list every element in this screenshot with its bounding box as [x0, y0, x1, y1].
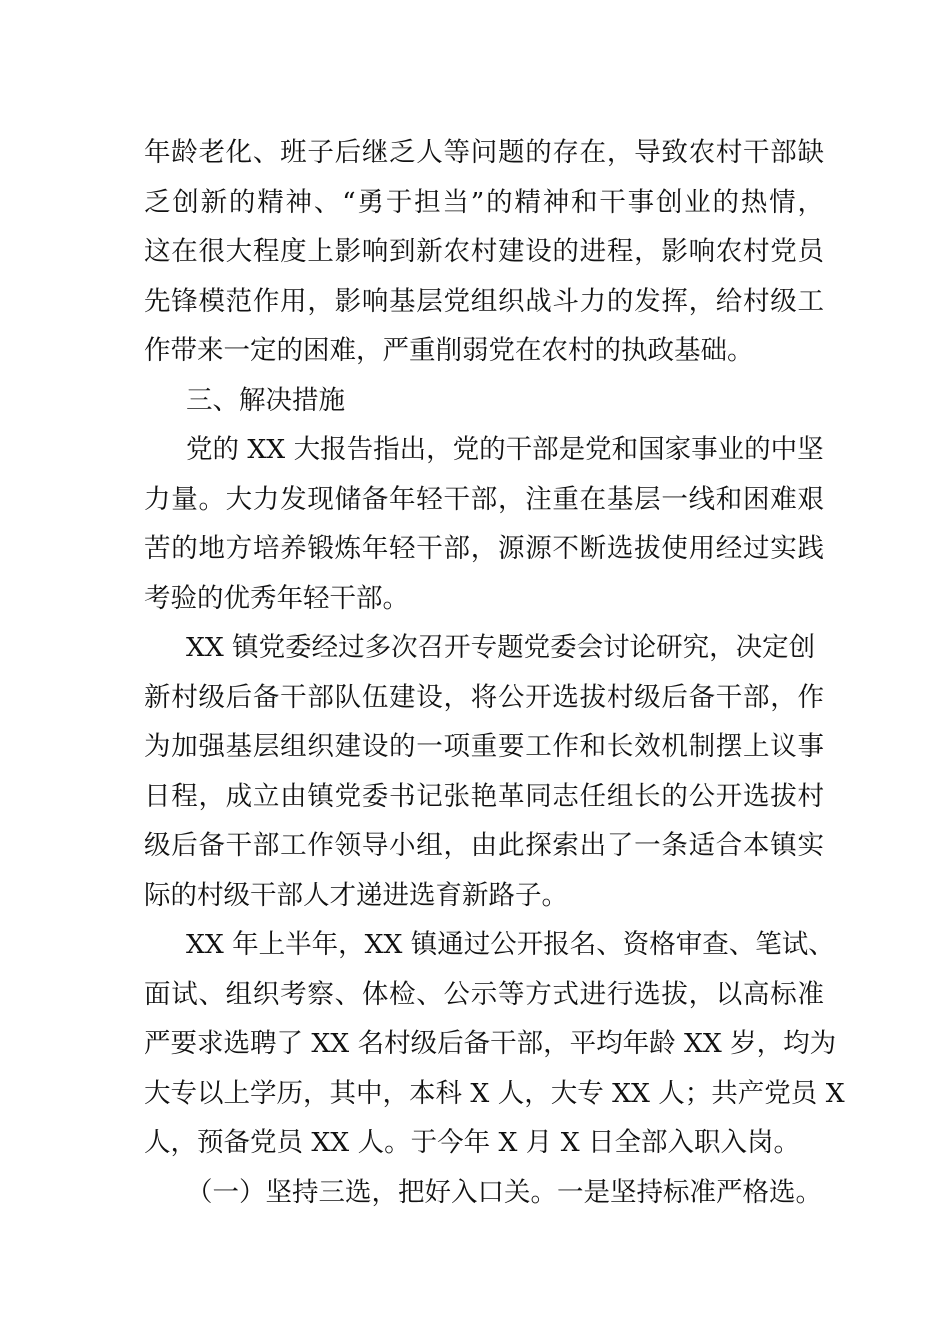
text-line: 苦的地方培养锻炼年轻干部，源源不断选拔使用经过实践 [144, 533, 824, 564]
paragraph-first-line: 党的 XX 大报告指出，党的干部是党和国家事业的中坚 [186, 434, 824, 465]
text-line: 这在很大程度上影响到新农村建设的进程，影响农村党员 [144, 236, 824, 267]
text-line: 面试、组织考察、体检、公示等方式进行选拔，以高标准 [144, 979, 824, 1010]
text-line: 考验的优秀年轻干部。 [144, 583, 409, 614]
text-line: 新村级后备干部队伍建设，将公开选拔村级后备干部，作 [144, 682, 824, 713]
text-line: 际的村级干部人才递进选育新路子。 [144, 880, 568, 911]
text-line: 人，预备党员 XX 人。于今年 X 月 X 日全部入职入岗。 [144, 1127, 801, 1158]
section-heading: 三、解决措施 [186, 385, 345, 416]
paragraph-first-line: XX 年上半年，XX 镇通过公开报名、资格审查、笔试、 [186, 929, 835, 960]
paragraph-first-line: XX 镇党委经过多次召开专题党委会讨论研究，决定创 [186, 632, 816, 663]
text-line: 力量。大力发现储备年轻干部，注重在基层一线和困难艰 [144, 484, 824, 515]
text-line: 大专以上学历，其中，本科 X 人，大专 XX 人；共产党员 X [144, 1078, 845, 1109]
text-line: 级后备干部工作领导小组，由此探索出了一条适合本镇实 [144, 830, 824, 861]
text-line: 作带来一定的困难，严重削弱党在农村的执政基础。 [144, 335, 754, 366]
text-line: 先锋模范作用，影响基层党组织战斗力的发挥，给村级工 [144, 286, 824, 317]
text-line: 严要求选聘了 XX 名村级后备干部，平均年龄 XX 岁，均为 [144, 1028, 837, 1059]
text-line: 年龄老化、班子后继乏人等问题的存在，导致农村干部缺 [144, 137, 824, 168]
text-line: 为加强基层组织建设的一项重要工作和长效机制摆上议事 [144, 731, 824, 762]
text-line: 乏创新的精神、“勇于担当”的精神和干事创业的热情， [144, 187, 824, 218]
text-line: 日程，成立由镇党委书记张艳革同志任组长的公开选拔村 [144, 781, 824, 812]
paragraph-first-line: （一）坚持三选，把好入口关。一是坚持标准严格选。 [186, 1177, 822, 1208]
